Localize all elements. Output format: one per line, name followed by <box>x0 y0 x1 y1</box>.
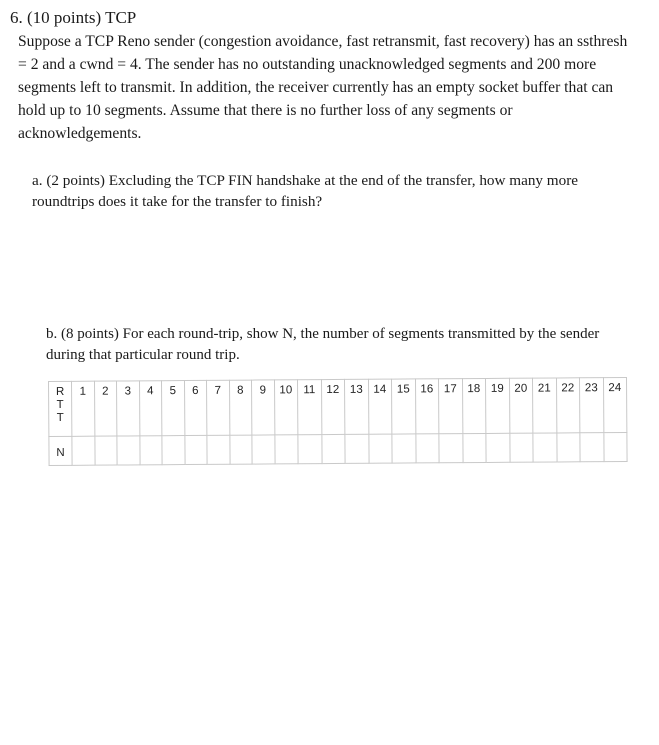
round-number: 21 <box>532 378 556 433</box>
round-number: 18 <box>462 378 486 433</box>
n-answer-cell[interactable] <box>321 434 345 463</box>
round-number: 14 <box>368 379 392 434</box>
round-number: 11 <box>297 380 321 435</box>
part-a-prompt: a. (2 points) Excluding the TCP FIN handshake at the end of the transfer, how many more roundtrips does it take for the transfer to finish? <box>32 172 579 210</box>
rtt-label-char: T <box>56 411 64 424</box>
n-answer-cell[interactable] <box>252 435 275 464</box>
round-number: 19 <box>485 378 509 433</box>
n-answer-cell[interactable] <box>345 434 369 463</box>
n-answer-cell[interactable] <box>509 433 533 462</box>
round-number: 5 <box>162 381 185 436</box>
round-number: 1 <box>72 381 95 436</box>
n-label: N <box>49 436 72 465</box>
n-answer-cell[interactable] <box>298 435 322 464</box>
round-number: 10 <box>274 380 298 435</box>
rtt-answer-table <box>48 377 628 466</box>
round-number: 2 <box>94 381 117 436</box>
part-b-prompt: b. (8 points) For each round-trip, show N, the number of segments transmitted by the sender during that particular round trip. <box>46 326 600 363</box>
rtt-row <box>49 377 627 436</box>
n-answer-cell[interactable] <box>462 433 486 462</box>
round-number: 7 <box>206 380 229 435</box>
n-answer-cell[interactable] <box>556 433 580 462</box>
question-title: 6. (10 points) TCP <box>10 8 137 27</box>
n-answer-cell[interactable] <box>392 434 416 463</box>
round-number: 23 <box>579 378 603 433</box>
n-answer-cell[interactable] <box>486 433 510 462</box>
n-answer-cell[interactable] <box>229 435 252 464</box>
n-answer-cell[interactable] <box>117 436 140 465</box>
n-answer-cell[interactable] <box>415 434 439 463</box>
n-answer-cell[interactable] <box>580 433 604 462</box>
n-answer-cell[interactable] <box>207 435 230 464</box>
round-number: 9 <box>251 380 274 435</box>
n-answer-cell[interactable] <box>162 436 185 465</box>
round-number: 17 <box>438 379 462 434</box>
round-number: 8 <box>229 380 252 435</box>
n-row <box>49 432 627 465</box>
n-answer-cell[interactable] <box>72 436 95 465</box>
round-number: 4 <box>139 381 162 436</box>
n-answer-cell[interactable] <box>139 436 162 465</box>
rtt-label-char: R <box>55 385 65 398</box>
n-answer-cell[interactable] <box>603 432 627 461</box>
round-number: 22 <box>556 378 580 433</box>
n-answer-cell[interactable] <box>439 434 463 463</box>
round-number: 13 <box>344 379 368 434</box>
rtt-label <box>49 381 72 436</box>
round-number: 16 <box>415 379 439 434</box>
n-answer-cell[interactable] <box>94 436 117 465</box>
round-number: 24 <box>603 377 627 432</box>
round-number: 15 <box>391 379 415 434</box>
n-answer-cell[interactable] <box>274 435 298 464</box>
n-answer-cell[interactable] <box>184 435 207 464</box>
rtt-label-char: T <box>56 398 64 411</box>
question-intro: Suppose a TCP Reno sender (congestion avoidance, fast retransmit, fast recovery) has an ssthresh = 2 and a cwnd = 4. The sender has no outstanding unacknowledged segments and 200 more segments left to transmit. In addition, the receiver currently has an empty socket buffer that can hold up to 10 segments. Assume that there is no further loss of any segments or acknowledgements. <box>18 33 628 142</box>
round-number: 6 <box>184 380 207 435</box>
n-answer-cell[interactable] <box>533 433 557 462</box>
round-number: 12 <box>321 379 345 434</box>
n-answer-cell[interactable] <box>368 434 392 463</box>
round-number: 3 <box>117 381 140 436</box>
round-number: 20 <box>509 378 533 433</box>
